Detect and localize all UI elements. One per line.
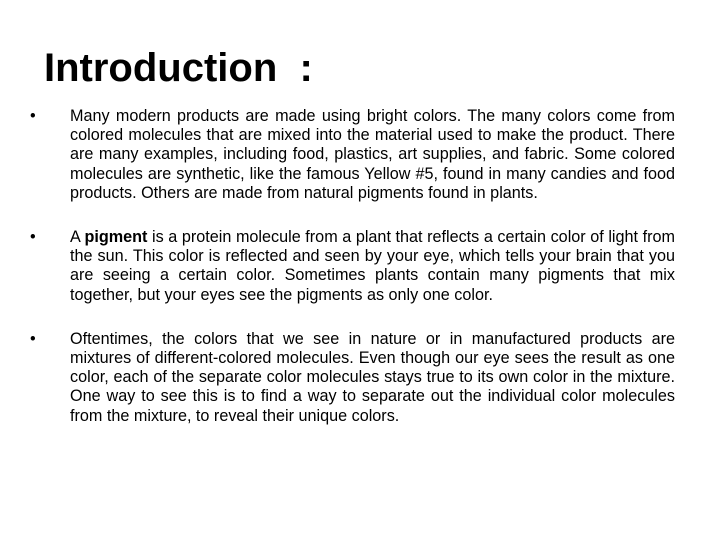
bullet-item-3 [30, 330, 675, 426]
bullet-dot: • [30, 228, 36, 247]
bullet-text-after: is a protein molecule from a plant that reflects a certain color of light from the sun. This color is reflected and seen by your eye, which tells your brain that you are seeing a certain color. Sometimes plants contain many pigments that mix together, but your eyes see the pigments as only one color. [70, 228, 675, 304]
bullet-text: Oftentimes, the colors that we see in nature or in manufactured products are mixtures of different-colored molecules. Even though our eye sees the result as one color, each of the separate color molecules stays true to its own color in the mixture. One way to see this is to find a way to separate out the individual color molecules from the mixture, to reveal their unique colors. [70, 329, 675, 425]
bullet-item-2 [30, 228, 675, 305]
bullet-dot: • [30, 329, 36, 348]
bold-term-pigment: pigment [84, 228, 148, 247]
bullet-text-before: A [70, 228, 85, 247]
bullet-text: Many modern products are made using bright colors. The many colors come from colored molecules that are mixed into the material used to make the product. There are many examples, including food, plastics, art supplies, and fabric. Some colored molecules are synthetic, like the famous Yellow #5, found in many candies and food products. Others are made from natural pigments found in plants. [70, 107, 675, 202]
slide-title: Introduction : [44, 46, 313, 90]
bullet-dot: • [30, 107, 36, 125]
bullet-list [30, 107, 675, 426]
bullet-item-1 [30, 107, 675, 203]
